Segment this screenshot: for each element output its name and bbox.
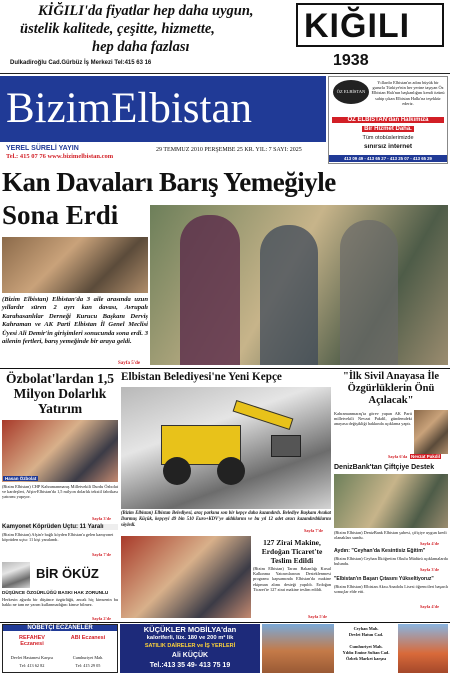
col2-more[interactable]: Sayfa 7'de: [304, 528, 323, 533]
headline-line1: Kan Davaları Barış Yemeğiyle: [2, 167, 336, 197]
kucukler-ad-line3: SATILIK DAİRELER ve İŞ YERLERİ: [144, 643, 236, 649]
basari-more[interactable]: Sayfa 4'de: [420, 604, 439, 609]
aydin-title: Aydın: "Ceyhan'da Kesintisiz Eğitim": [334, 548, 426, 554]
col3-more[interactable]: Sayfa 6'da: [388, 454, 408, 459]
eczane-box[interactable]: [2, 624, 118, 673]
wheel: [217, 457, 245, 485]
eczane-title: NÖBETÇİ ECZANELER: [3, 625, 117, 631]
deniz-title: DenizBank'tan Çiftçiye Destek: [334, 464, 435, 471]
top-ad-line2: üstelik kalitede, çeşitte, hizmette,: [20, 21, 215, 37]
oz-elbistan-logo: ÖZ ELBİSTAN: [333, 80, 369, 104]
person-silhouette: [260, 225, 318, 365]
headline-photo-left: [2, 237, 148, 293]
bottom-right-l2: Devlet Hatun Cad.: [348, 632, 384, 637]
kucukler-ad-line2: kaloriferli, lüx. 180 ve 200 m² lik: [146, 635, 234, 641]
kamyonet-title: Kamyonet Köprüden Uçtu: 11 Yaralı: [2, 524, 118, 530]
kucukler-ad[interactable]: [120, 624, 260, 673]
side-promo-phones: 413 09 49 - 413 65 27 - 413 25 07 - 413 65 29: [329, 155, 447, 162]
kamyonet-more[interactable]: Sayfa 7'de: [92, 552, 111, 557]
excavator-bucket: [271, 435, 301, 457]
top-ad[interactable]: [0, 0, 450, 74]
aydin-more[interactable]: Sayfa 3'de: [420, 567, 439, 572]
bottom-right-box[interactable]: [336, 624, 448, 673]
eczane1-name: REFAHEV Eczanesi: [19, 635, 45, 647]
footer-divider: [0, 622, 450, 623]
kigili-year: 1938: [333, 52, 369, 69]
tarim-title: 127 Zirai Makine, Erdoğan Ticaret'te Teslim Edildi: [261, 538, 323, 565]
kucukler-ad-name: Ali KÜÇÜK: [171, 652, 209, 659]
bottom-right-l1: Ceyhan Mah.: [353, 626, 379, 631]
kamyonet-body: (Bizim Elbistan) Afşin'e bağlı köyden Elbistan'a gelen kamyonet köprüden uçtu: 11 kişi yaralandı.: [2, 532, 114, 543]
deniz-more[interactable]: Sayfa 4'de: [420, 541, 439, 546]
col3-title: "İlk Sivil Anayasa İle Özgürlüklerin Önü Açılacak": [343, 371, 439, 406]
col1-ad-photo: [2, 562, 30, 588]
dusunce-title: DÜŞÜNCE ÖZGÜRLÜĞÜ BASKI HAK ZORUNLU: [2, 590, 109, 595]
kigili-logo: KIĞILI: [296, 3, 444, 47]
col2-caption: (Bizim Elbistan) Elbistan Belediyesi, araç parkına son bir kepçe daha kazandırdı. Belediye Başkanı Avukat Durmuş Küçük, kepçeyi 49 bin 510 Euro+KDV'ye aldıklarını ve bu yıl 12 adet aracı kazandırdıklarını söyledi.: [121, 511, 331, 528]
col2-photo: [121, 387, 331, 509]
masthead[interactable]: [0, 76, 326, 142]
eczane2-name: ABI Eczanesi: [70, 635, 106, 641]
person-silhouette: [180, 215, 240, 365]
building-photo: [262, 624, 334, 673]
col3-person: Nevzat Pakdil: [411, 454, 441, 459]
top-ad-line1: KİĞILI'da fiyatlar hep daha uygun,: [38, 3, 254, 19]
col3-photo: [414, 410, 448, 454]
kucukler-ad-tel: Tel.:413 35 49- 413 75 19: [149, 662, 231, 669]
masthead-contact: Tel.: 415 07 76 www.bizimelbistan.com: [6, 153, 114, 160]
bottom-right-l3: Cumhuriyet Mah.: [349, 644, 383, 649]
basari-body: (Bizim Elbistan) Elbistan Aksu Anadolu Lisesi öğrencileri başarılı sonuçlar elde etti.: [334, 584, 448, 595]
headline-line2: Sona Erdi: [2, 200, 119, 230]
col3-body: Kahramanmaraş'ta görev yapan AK Parti milletvekili Nevzat Pakdil, gündemdeki anayasa değişikliği hakkında açıklama yaptı.: [334, 411, 412, 427]
side-promo-slogan4: sınırsız internet: [363, 143, 413, 150]
top-ad-address: Dulkadiroğlu Cad.Gürbüz İş Merkezi Tel:415 63 16: [10, 60, 152, 66]
eczane2-tel: Tel: 415 29 05: [75, 663, 101, 668]
deniz-body: (Bizim Elbistan) DenizBank Elbistan şubesi, çiftçiye uygun kredi olanakları sundu.: [334, 530, 447, 541]
eczane1-addr: Devlet Hastanesi Karşısı: [10, 655, 54, 660]
col1-body: (Bizim Elbistan) CHP Kahramanmaraş Milletvekili Durdu Özbolat ve kardeşleri, Afşin-Elbistan'da 1,5 milyon dolarlık tekstil fabrikası yatırımı yapıyor.: [2, 484, 118, 500]
side-promo-slogan2: Bir Hizmet Daha.: [362, 126, 414, 132]
aydin-body: (Bizim Elbistan) Ceyhan İlköğretim Okulu Müdürü açıklamalarda bulundu.: [334, 556, 448, 567]
top-ad-line3: hep daha fazlası: [92, 39, 190, 55]
deniz-photo: [334, 474, 448, 528]
kucukler-ad-title: KÜÇÜKLER MOBİLYA'dan: [143, 625, 237, 634]
tarim-body: (Bizim Elbistan) Tarım Bakanlığı Kırsal Kalkınma Yatırımlarının Desteklenmesi programı kapsamında Elbistan'da makine ekipman alımı desteği yapıldı. Erdoğan Ticaret'te 127 zirai makine teslim edildi.: [253, 566, 331, 592]
masthead-dateline: 29 TEMMUZ 2010 PERŞEMBE 25 KR. YIL: 7 SAYI: 2025: [156, 147, 302, 153]
headline-more[interactable]: Sayfa 5'de: [118, 361, 141, 366]
side-promo[interactable]: [328, 76, 448, 164]
tarim-more[interactable]: Sayfa 5'de: [308, 614, 327, 619]
bottom-right-l5: Özbek Market karşısı: [345, 656, 387, 661]
col1-more[interactable]: Sayfa 3'de: [92, 516, 111, 521]
person-silhouette: [340, 220, 398, 365]
bottom-right-photo: [398, 624, 448, 673]
masthead-subtitle: YEREL SÜRELİ YAYIN: [6, 145, 79, 152]
side-promo-text: Yıllardır Elbistan'ın adını büyük bir gururla Türkiye'nin her yerine taşıyan Öz Elbistan Halı'nın başkanlığını kendi özünü sahip çıkan Elbistan Halkı'na teşekkür ederiz.: [371, 80, 445, 106]
excavator-arm: [233, 400, 294, 430]
col1-ad-logo: BİR ÖKÜZ: [36, 566, 99, 581]
col1-title: Özbolat'lardan 1,5 Milyon Dolarlık Yatırım: [5, 371, 114, 416]
eczane1-tel: Tel: 413 62 82: [19, 663, 45, 668]
dusunce-body: Herkesin ağızda bir düşünce özgürlüğü, ancak hiç kimsenin bu hakkı ne tam ne yarım kullanmadığını kimse bilmez.: [2, 597, 118, 608]
eczane2-addr: Cumhuriyet Mah.: [72, 655, 104, 660]
basari-title: "Elbistan'ın Başarı Çıtasını Yükseltiyoruz": [334, 576, 434, 582]
headline-body: (Bizim Elbistan) Elbistan'da 3 aile arasında uzun yıllardır süren 2 ayrı kan davası, Avrupalı Karahasanlılar Derneği Kurucu Başkanı Derviş Kahraman ve AK Parti Elbistan İl Genel Meclisi Üyesi Ali Demir'in girişimleri sonucunda sona erdi. 3 ailenin fertleri, barış yemeğinde bir araya geldi.: [2, 296, 148, 346]
tarim-photo: [121, 536, 251, 618]
dusunce-more[interactable]: Sayfa 2'de: [92, 616, 111, 621]
side-promo-slogan3: Tüm otobüslerimizde: [362, 135, 414, 141]
col1-caption: Hasan Özbolat: [5, 476, 37, 481]
masthead-title: BizimElbistan: [6, 85, 253, 132]
bottom-right-l4: Yıldız Emine Sultan Cad.: [342, 650, 390, 655]
wheel: [163, 457, 191, 485]
col2-title: Elbistan Belediyesi'ne Yeni Kepçe: [121, 371, 282, 383]
section-divider: [0, 368, 450, 369]
headline-photo-main: [150, 205, 448, 365]
col1-photo: [2, 420, 118, 482]
side-promo-slogan1: ÖZ ELBİSTAN'dan Halkımıza: [332, 117, 444, 123]
